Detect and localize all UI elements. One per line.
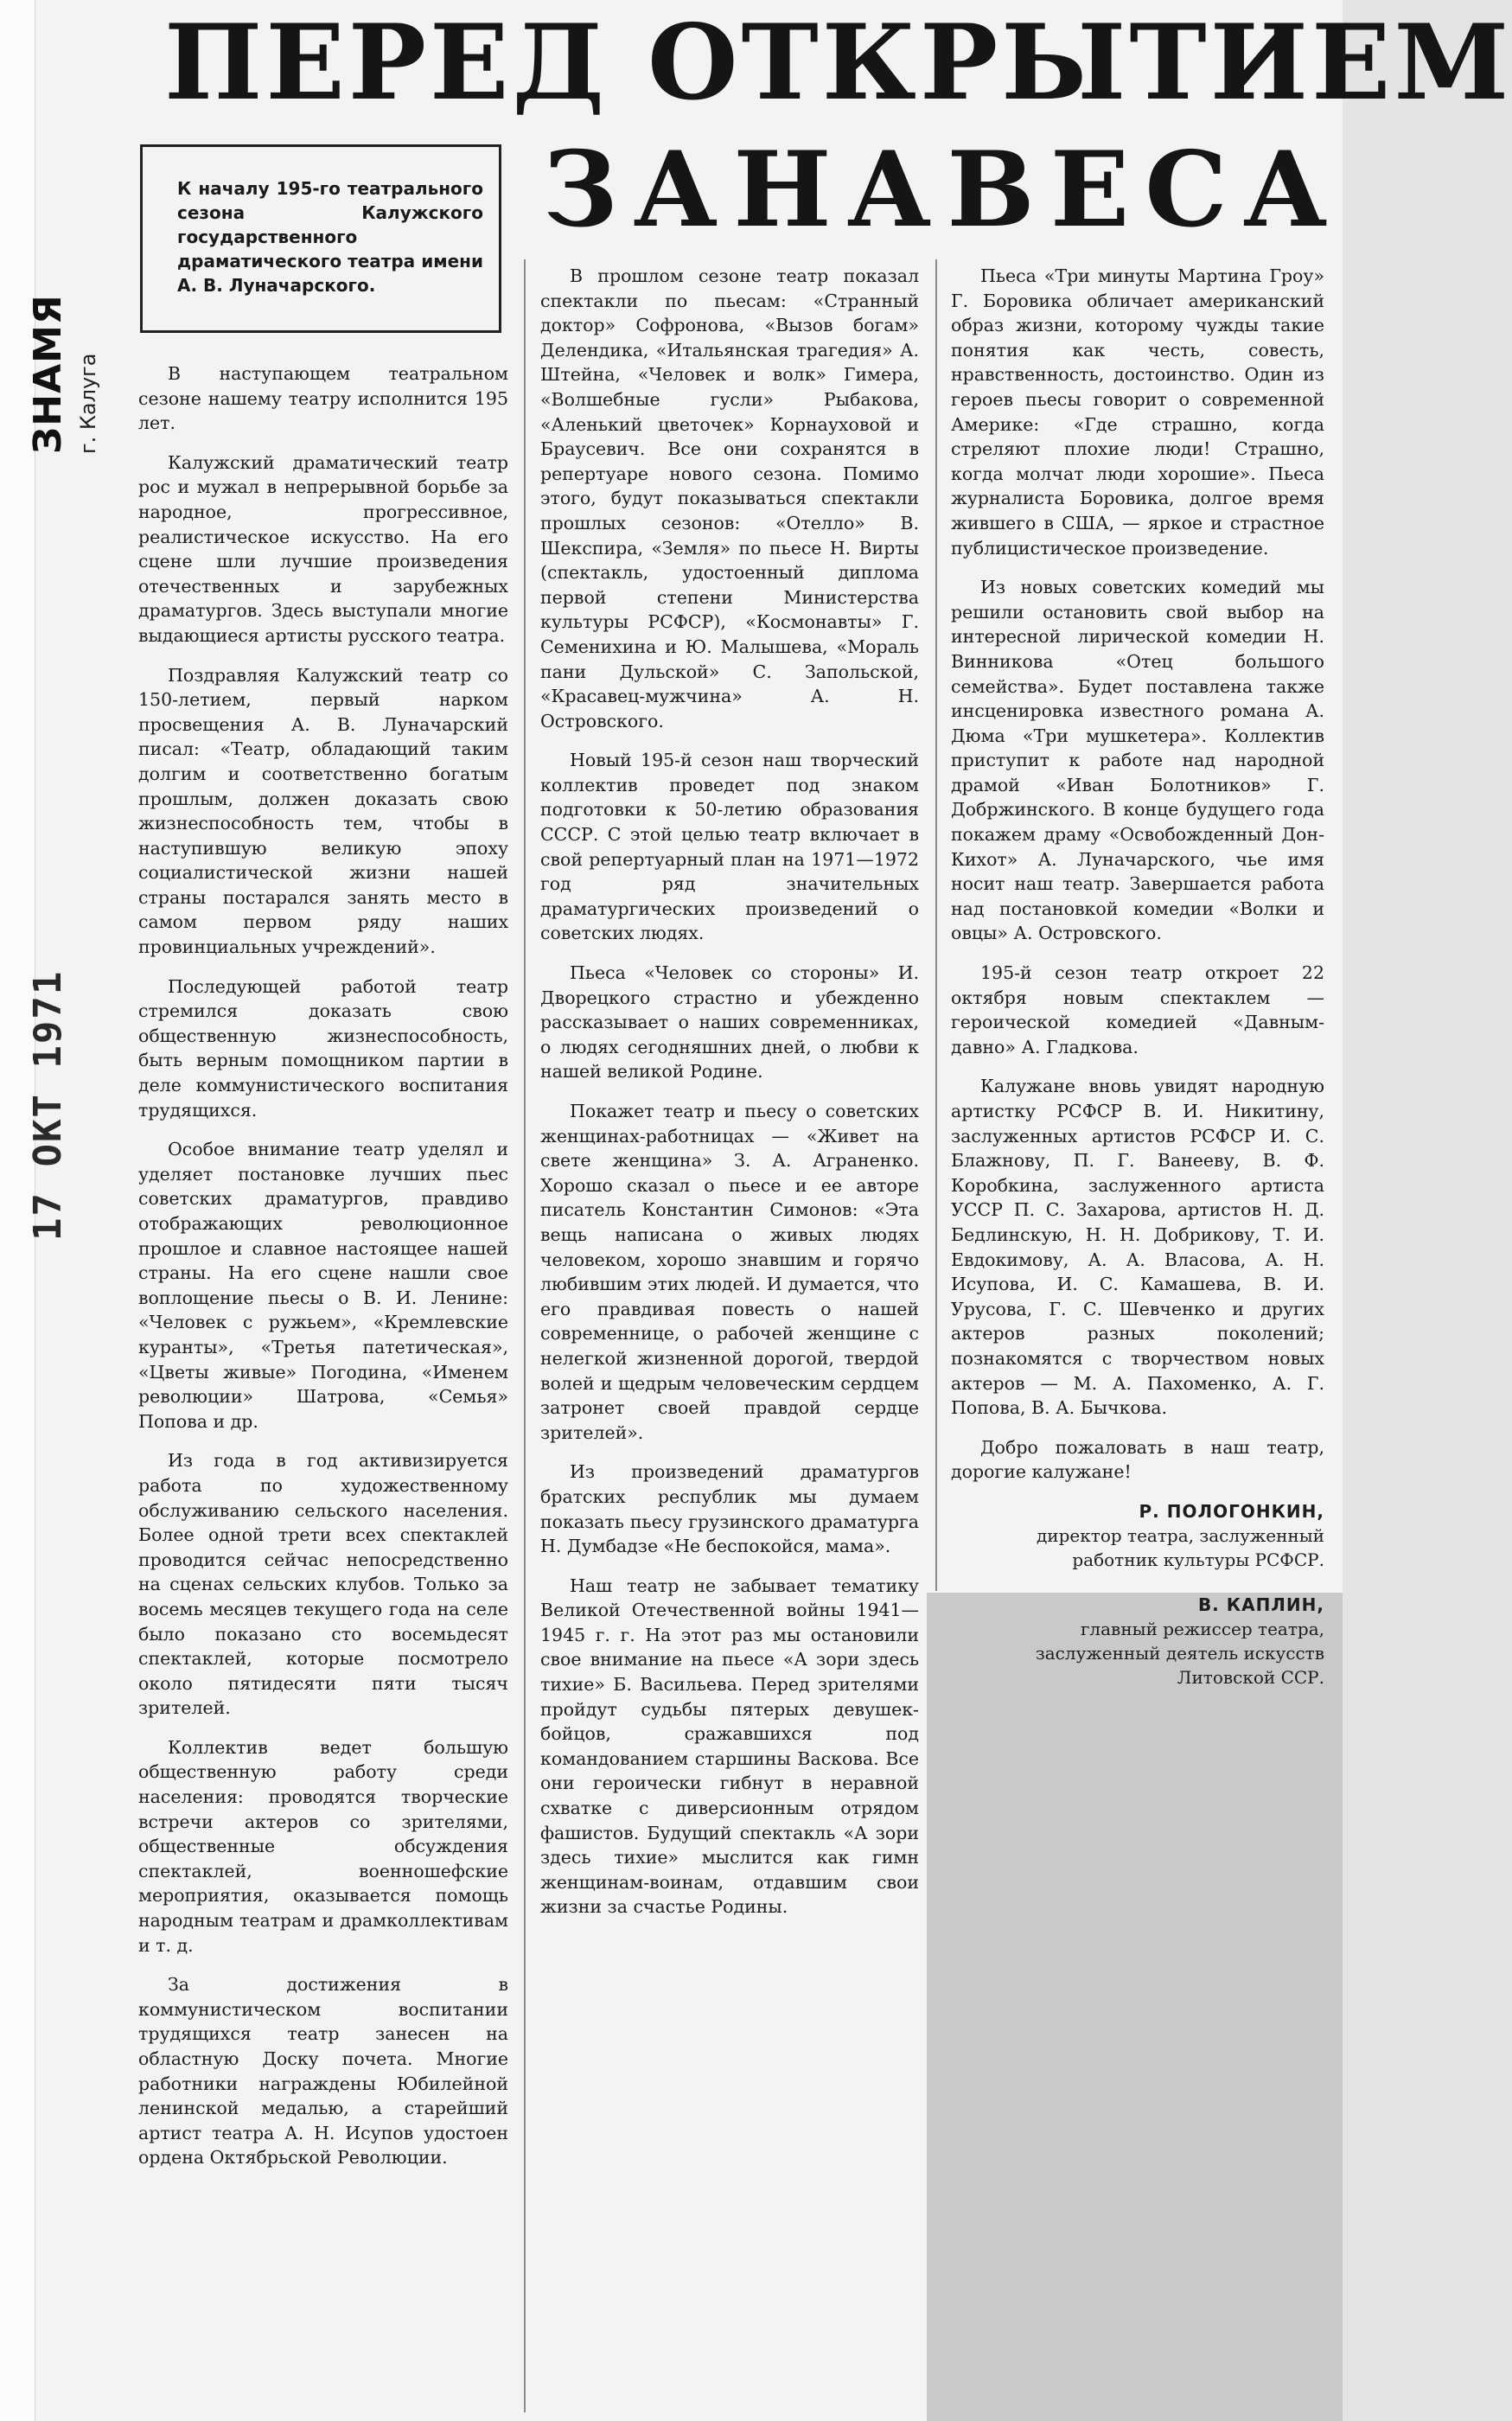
paragraph: В наступающем театральном сезоне нашему театру исполнится 195 лет. [138,363,508,434]
lead-text: К началу 195-го театрального сезона Калужского государственного драматического театра имени А. В. Луначарского. [177,178,483,296]
paragraph: Калужане вновь увидят народную артистку РСФСР В. И. Никитину, заслуженных артистов РСФСР И. С. Блажнову, П. Г. Ванееву, В. Ф. Коробкина, заслуженного артиста УССР П. С. Захарова, артистов Н. Д. Бедлинскую, Н. Н. Добрикову, Т. И. Евдокимову, А. А. Власова, А. Н. Исупова, И. С. Камашева, В. И. Урусова, Г. С. Шевченко и других актеров разных поколений; познакомятся с творчеством новых актеров — М. А. Пахоменко, А. Г. Попова, В. А. Бычкова. [951,1076,1324,1419]
signature-role: директор театра, заслуженный работник культуры РСФСР. [1036,1524,1324,1570]
paragraph: 195-й сезон театр откроет 22 октября новым спектаклем — героической комедией «Давным-давно» А. Гладкова. [951,962,1324,1057]
paragraph: Пьеса «Человек со стороны» И. Дворецкого страстно и убежденно рассказывает о наших современниках, о людях сегодняшних дней, о любви к нашей великой Родине. [540,962,919,1083]
paragraph: Добро пожаловать в наш театр, дорогие калужане! [951,1436,1324,1483]
paragraph: Новый 195-й сезон наш творческий коллектив проведет под знаком подготовки к 50-летию образования СССР. С этой целью театр включает в свой репертуарный план на 1971—1972 год ряд значительных драматургических произведений о советских людях. [540,750,919,944]
paragraph: Последующей работой театр стремился доказать свою общественную жизнеспособность, быть верным помощником партии в деле коммунистического воспитания трудящихся. [138,975,508,1121]
article-column-3 [951,264,1324,1688]
newspaper-title: ЗНАМЯ [26,294,70,454]
paragraph: Наш театр не забывает тематику Великой Отечественной войны 1941—1945 г. г. На этот раз мы остановили свое внимание на пьесе «А зори здесь тихие» Б. Васильева. Перед зрителями пройдут судьбы пятерых девушек-бойцов, сражавшихся под командованием старшины Васкова. Все они героически гибнут в неравной схватке с диверсионным отрядом фашистов. Будущий спектакль «А зори здесь тихие» мыслится как гимн женщинам-воинам, отдавшим свои жизни за счастье Родины. [540,1575,919,1918]
paragraph: Из новых советских комедий мы решили остановить свой выбор на интересной лирической комедии Н. Винникова «Отец большого семейства». Будет поставлена также инсценировка известного романа А. Дюма «Три мушкетера». Коллектив приступит к работе над народной драмой «Иван Болотников» Г. Добржинского. В конце будущего года покажем драму «Освобожденный Дон-Кихот» А. Луначарского, чье имя носит наш театр. Завершается работа над постановкой комедии «Волки и овцы» А. Островского. [951,577,1324,944]
paragraph: Покажет театр и пьесу о советских женщинах-работницах — «Живет на свете женщина» З. А. Аграненко. Хорошо сказал о пьесе и ее авторе писатель Константин Симонов: «Эта вещь написана о живых людях человеком, хорошо знавшим и горячо любившим этих людей. И думается, что его правдивая повесть о нашей современнице, о рабочей женщине с нелегкой жизненной дорогой, твердой волей и щедрым человеческим сердцем затронет своей правдой сердце зрителей». [540,1101,919,1443]
lead-box [140,144,501,333]
article-column-1 [138,361,508,2419]
paragraph: Поздравляя Калужский театр со 150-летием, первый нарком просвещения А. В. Луначарский писал: «Театр, обладающий таким долгим и соответственно богатым прошлым, должен доказать свою жизнеспособность тем, чтобы в наступившую великую эпоху социалистической жизни нашей страны постарался занять место в самом первом ряду наших провинциальных учреждений». [138,664,508,958]
article-column-2 [540,264,919,2417]
signature-block [951,1593,1324,1690]
paragraph: Пьеса «Три минуты Мартина Гроу» Г. Боровика обличает американский образ жизни, которому чужды такие понятия как честь, совесть, нравственность, достоинство. Один из героев пьесы говорит о современной Америке: «Где страшно, когда стреляют плохие люди! Страшно, когда молчат люди хорошие». Пьеса журналиста Боровика, долгое время жившего в США, — яркое и страстное публицистическое произведение. [951,265,1324,559]
column-rule [524,259,526,2412]
paragraph: Из года в год активизируется работа по художественному обслуживанию сельского населения. Более одной трети всех спектаклей проводится сейчас непосредственно на сценах сельских клубов. Только за восемь месяцев текущего года на селе было показано сто восемьдесят спектаклей, которые посмотрело около пятидесяти пяти тысяч зрителей. [138,1450,508,1719]
paragraph: За достижения в коммунистическом воспитании трудящихся театр занесен на областную Доску почета. Многие работники награждены Юбилейной ленинской медалью, а старейший артист театра А. Н. Исупов удостоен ордена Октябрьской Революции. [138,1974,508,2169]
paragraph: Особое внимание театр уделял и уделяет постановке лучших пьес советских драматургов, правдиво отображающих революционное прошлое и славное настоящее нашей страны. На его сцене нашли свое воплощение пьесы о В. И. Ленине: «Человек с ружьем», «Кремлевские куранты», «Третья патетическая», «Цветы живые» Погодина, «Именем революции» Шатрова, «Семья» Попова и др. [138,1139,508,1432]
signature-name: Р. ПОЛОГОНКИН, [1139,1500,1324,1522]
paragraph: Калужский драматический театр рос и мужал в непрерывной борьбе за народное, прогрессивное, реалистическое искусство. На его сцене шли лучшие произведения отечественных и зарубежных драматургов. Здесь выступали многие выдающиеся артисты русского театра. [138,451,508,646]
paragraph: Коллектив ведет большую общественную работу среди населения: проводятся творческие встречи актеров со зрителями, общественные обсуждения спектаклей, военношефские мероприятия, оказывается помощь народным театрам и драмколлективам и т. д. [138,1736,508,1956]
headline-line-1: ПЕРЕД ОТКРЫТИЕМ [164,2,1512,124]
newspaper-city: г. Калуга [76,353,100,454]
background-gap [927,1593,1343,2421]
column-rule [935,259,937,1591]
paragraph: Из произведений драматургов братских республик мы думаем показать пьесу грузинского драматурга Н. Думбадзе «Не беспокойся, мама». [540,1461,919,1557]
headline-line-2: ЗАНАВЕСА [543,129,1343,251]
paragraph: В прошлом сезоне театр показал спектакли по пьесам: «Странный доктор» Софронова, «Вызов богам» Делендика, «Итальянская трагедия» А. Штейна, «Человек и волк» Гимера, «Волшебные гусли» Рыбакова, «Аленький цветочек» Корнауховой и Браусевич. Все они сохранятся в репертуаре нового сезона. Помимо этого, будут показываться спектакли прошлых сезонов: «Отелло» В. Шекспира, «Земля» по пьесе Н. Вирты (спектакль, удостоенный диплома первой степени Министерства культуры РСФСР), «Космонавты» Г. Семенихина и Ю. Малышева, «Мораль пани Дульской» С. Запольской, «Красавец-мужчина» А. Н. Островского. [540,265,919,731]
signature-block [951,1499,1324,1572]
signature-name: В. КАПЛИН, [1197,1594,1324,1615]
signature-role: главный режиссер театра, заслуженный деятель искусств Литовской ССР. [1035,1618,1324,1688]
date-stamp: 17 ОКТ 1971 [26,969,70,1241]
